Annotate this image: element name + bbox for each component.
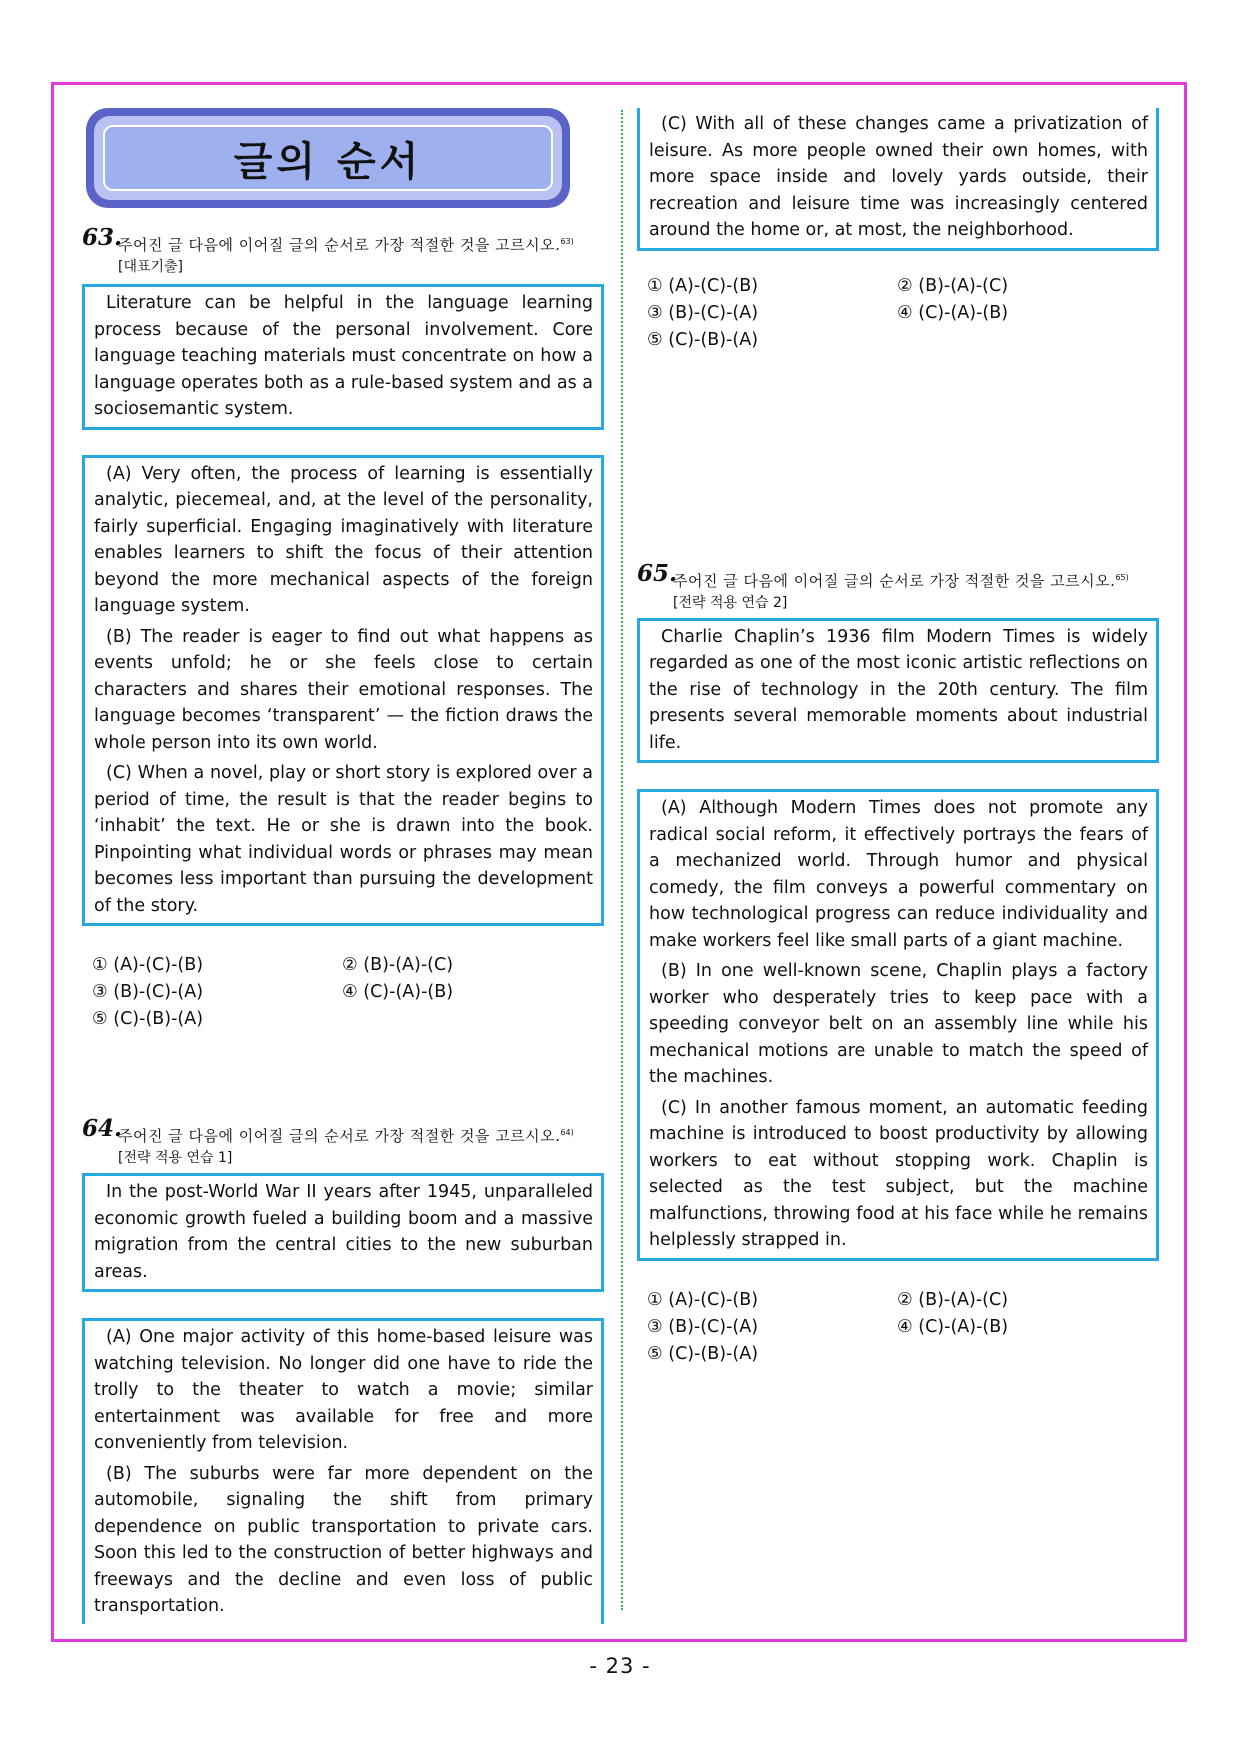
paragraph-b: (B) In one well-known scene, Chaplin plays a factory worker who desperately tries to keep pace with a speeding conveyor belt on an assembly line while his mechanical motions are unable to match the speed of the machines. xyxy=(649,961,1148,1087)
answer-choices xyxy=(82,952,604,1033)
paragraph-a: (A) Very often, the process of learning is essentially analytic, piecemeal, and, at the level of the personality, fairly superficial. Engaging imaginatively with literature enables learners to shift the focus of their attention beyond the more mechanical aspects of the foreign language system. xyxy=(94,463,593,616)
answer-choices xyxy=(637,1287,1159,1368)
page-number: - 23 - xyxy=(589,1654,651,1678)
choice-1[interactable]: ① (A)-(C)-(B) xyxy=(647,1289,759,1310)
given-passage-box xyxy=(82,1173,604,1292)
question-footnote-ref: 63) xyxy=(560,237,574,246)
choice-4[interactable]: ④ (C)-(A)-(B) xyxy=(342,982,454,1002)
choice-4[interactable]: ④ (C)-(A)-(B) xyxy=(897,302,1009,323)
question-65-header xyxy=(637,559,1159,613)
choice-5[interactable]: ⑤ (C)-(B)-(A) xyxy=(647,1343,759,1364)
answer-choices xyxy=(637,273,1159,354)
choice-1[interactable]: ① (A)-(C)-(B) xyxy=(92,955,204,975)
paragraphs-box xyxy=(82,455,604,927)
choice-3[interactable]: ③ (B)-(C)-(A) xyxy=(92,982,204,1002)
paragraph-b: (B) The reader is eager to find out what happens as events unfold; he or she feels close to certain characters and shares their emotional responses. The language becomes ‘transparent’ — the fiction draws the whole person into its own world. xyxy=(94,626,593,753)
right-column xyxy=(637,108,1159,1368)
question-footnote-ref: 65) xyxy=(1115,572,1129,582)
paragraph-b: (B) The suburbs were far more dependent on the automobile, signaling the shift from primary dependence on public transportation to private cars. Soon this led to the construction of better highways and freeways and the decline and even loss of public transportation. xyxy=(94,1463,593,1616)
page-title: 글의 순서 xyxy=(233,138,423,185)
paragraphs-box xyxy=(637,789,1159,1261)
question-64-header xyxy=(82,1115,604,1168)
paragraph-a: (A) One major activity of this home-based leisure was watching television. No longer did one have to ride the trolly to the theater to watch a movie; similar entertainment was available for free and more conveniently from television. xyxy=(94,1327,593,1453)
question-number: 64. xyxy=(82,1115,123,1142)
paragraph-c: (C) In another famous moment, an automatic feeding machine is introduced to boost productivity by allowing workers to eat without stopping work. Chaplin is selected as the test subject, but the machine malfunctions, throwing food at his face while he remains helplessly strapped in. xyxy=(649,1097,1148,1250)
choice-3[interactable]: ③ (B)-(C)-(A) xyxy=(647,1316,759,1337)
choice-2[interactable]: ② (B)-(A)-(C) xyxy=(342,955,454,975)
paragraph-c: (C) When a novel, play or short story is explored over a period of time, the result is that the reader begins to ‘inhabit’ the text. He or she is drawn into the book. Pinpointing what individual words or phrases may mean becomes less important than pursuing the development of the story. xyxy=(94,763,593,916)
choice-5[interactable]: ⑤ (C)-(B)-(A) xyxy=(647,329,759,350)
question-tag: [전략 적용 연습 2] xyxy=(673,594,788,611)
question-number: 63. xyxy=(82,224,123,251)
given-passage: Charlie Chaplin’s 1936 film Modern Times is widely regarded as one of the most iconic artistic reflections on the rise of technology in the 20th century. The film presents several memorable moments about industrial life. xyxy=(649,626,1148,753)
given-passage: Literature can be helpful in the language learning process because of the personal involvement. Core language teaching materials must concentrate on how a language operates both as a rule-based system and as a sociosemantic system. xyxy=(94,293,593,419)
question-number: 65. xyxy=(637,559,678,587)
choice-5[interactable]: ⑤ (C)-(B)-(A) xyxy=(92,1009,204,1029)
left-column xyxy=(82,108,604,1624)
question-tag: [대표기출] xyxy=(118,259,184,275)
title-banner xyxy=(86,108,570,208)
paragraph-c: (C) With all of these changes came a privatization of leisure. As more people owned their own homes, with more space inside and lovely yards outside, their recreation and leisure time was increasingly centered around the home or, at most, the neighborhood. xyxy=(649,114,1148,240)
question-63-header xyxy=(82,224,604,277)
question-prompt: 주어진 글 다음에 이어질 글의 순서로 가장 적절한 것을 고르시오. xyxy=(673,571,1116,590)
question-footnote-ref: 64) xyxy=(560,1128,574,1137)
paragraphs-box-part-1 xyxy=(82,1318,604,1624)
choice-2[interactable]: ② (B)-(A)-(C) xyxy=(897,1289,1009,1310)
given-passage: In the post-World War II years after 1945, unparalleled economic growth fueled a building boom and a massive migration from the central cities to the new suburban areas. xyxy=(94,1182,593,1282)
choice-1[interactable]: ① (A)-(C)-(B) xyxy=(647,275,759,296)
choice-4[interactable]: ④ (C)-(A)-(B) xyxy=(897,1316,1009,1337)
choice-3[interactable]: ③ (B)-(C)-(A) xyxy=(647,302,759,323)
question-prompt: 주어진 글 다음에 이어질 글의 순서로 가장 적절한 것을 고르시오. xyxy=(118,236,561,254)
paragraph-a: (A) Although Modern Times does not promote any radical social reform, it effectively portrays the fears of a mechanized world. Through humor and physical comedy, the film conveys a powerful commentary on how technological progress can reduce individuality and make workers feel like small parts of a giant machine. xyxy=(649,798,1148,951)
choice-2[interactable]: ② (B)-(A)-(C) xyxy=(897,275,1009,296)
title-banner-inner xyxy=(94,116,562,200)
paragraphs-box-part-2 xyxy=(637,108,1159,251)
column-divider xyxy=(621,110,623,1610)
given-passage-box xyxy=(637,618,1159,764)
title-banner-core xyxy=(103,125,553,191)
question-prompt: 주어진 글 다음에 이어질 글의 순서로 가장 적절한 것을 고르시오. xyxy=(118,1127,561,1145)
question-tag: [전략 적용 연습 1] xyxy=(118,1150,233,1166)
given-passage-box xyxy=(82,284,604,430)
